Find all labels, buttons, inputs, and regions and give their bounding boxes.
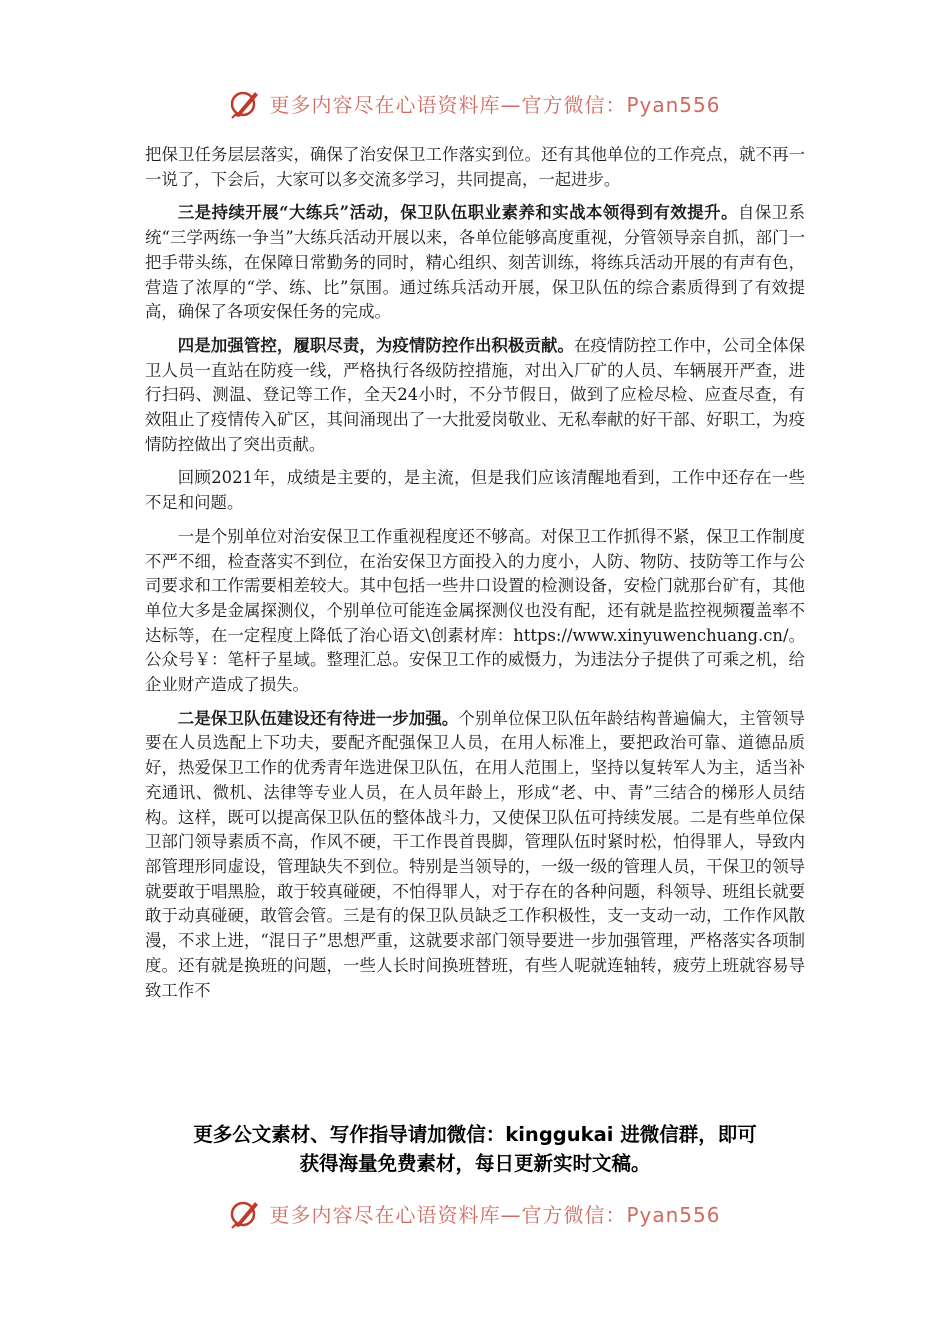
promo-line-1: 更多公文素材、写作指导请加微信：kinggukai 进微信群，即可: [193, 1123, 757, 1146]
paragraph-1: 把保卫任务层层落实，确保了治安保卫工作落实到位。还有其他单位的工作亮点，就不再一一说了，下会后，大家可以多交流多学习，共同提高，一起进步。: [145, 145, 805, 189]
quill-logo-icon: [229, 1196, 261, 1230]
header-banner-text: 更多内容尽在心语资料库—官方微信：Pyan556: [269, 92, 721, 117]
paragraph-2: [145, 201, 805, 325]
quill-logo-icon: [229, 86, 261, 120]
header-banner: [0, 80, 950, 126]
promo-line-2: 获得海量免费素材，每日更新实时文稿。: [299, 1152, 651, 1175]
paragraph-2-heading: 三是持续开展“大练兵”活动，保卫队伍职业素养和实战本领得到有效提升。: [177, 203, 738, 223]
paragraph-3: [145, 334, 805, 458]
document-body: [145, 143, 805, 1012]
paragraph-4: 回顾2021年，成绩是主要的，是主流，但是我们应该清醒地看到，工作中还存在一些不足和问题。: [145, 468, 805, 513]
footer-banner: [0, 1190, 950, 1236]
promo-notice: [0, 1120, 950, 1178]
paragraph-6-text: 个别单位保卫队伍年龄结构普遍偏大，主管领导要在人员选配上下功夫，要配齐配强保卫人员，在用人标准上，要把政治可靠、道德品质好，热爱保卫工作的优秀青年选进保卫队伍，在用人范围上，坚持以复转军人为主，适当补充通讯、微机、法律等专业人员，在人员年龄上，形成“老、中、青”三结合的梯形人员结构。这样，既可以提高保卫队伍的整体战斗力，又使保卫队伍可持续发展。二是有些单位保卫部门领导素质不高，作风不硬，干工作畏首畏脚，管理队伍时紧时松，怕得罪人，导致内部管理形同虚设，管理缺失不到位。特别是当领导的，一级一级的管理人员，干保卫的领导就要敢于唱黑脸，敢于较真碰硬，不怕得罪人，对于存在的各种问题，科领导、班组长就要敢于动真碰硬，敢管会管。三是有的保卫队员缺乏工作积极性，支一支动一动，工作作风散漫，不求上进，“混日子”思想严重，这就要求部门领导要进一步加强管理，严格落实各项制度。还有就是换班的问题，一些人长时间换班替班，有些人呢就连轴转，疲劳上班就容易导致工作不: [145, 708, 806, 1000]
paragraph-3-heading: 四是加强管控，履职尽责，为疫情防控作出积极贡献。: [177, 335, 574, 355]
paragraph-2-text: 自保卫系统“三学两练一争当”大练兵活动开展以来，各单位能够高度重视，分管领导亲自抓，部门一把手带头练，在保障日常勤务的同时，精心组织、刻苦训练，将练兵活动开展的有声有色，营造了浓厚的“学、练、比”氛围。通过练兵活动开展，保卫队伍的综合素质得到了有效提高，确保了各项安保任务的完成。: [145, 203, 805, 322]
paragraph-5: 一是个别单位对治安保卫工作重视程度还不够高。对保卫工作抓得不紧，保卫工作制度不严不细，检查落实不到位，在治安保卫方面投入的力度小，人防、物防、技防等工作与公司要求和工作需要相差较大。其中包括一些井口设置的检测设备，安检门就那台矿有，其他单位大多是金属探测仪，个别单位可能连金属探测仪也没有配，还有就是监控视频覆盖率不达标等，在一定程度上降低了治心语文\创素材库：https://www.xinyuwenchuang.cn/。公众号￥：笔杆子星域。整理汇总。安保卫工作的威慑力，为违法分子提供了可乘之机，给企业财产造成了损失。: [145, 526, 805, 695]
footer-banner-text: 更多内容尽在心语资料库—官方微信：Pyan556: [269, 1202, 721, 1227]
paragraph-6-heading: 二是保卫队伍建设还有待进一步加强。: [177, 708, 459, 728]
paragraph-3-text: 在疫情防控工作中，公司全体保卫人员一直站在防疫一线，严格执行各级防控措施，对出入厂矿的人员、车辆展开严查，进行扫码、测温、登记等工作，全天24小时，不分节假日，做到了应检尽检、应查尽查，有效阻止了疫情传入矿区，其间涌现出了一大批爱岗敬业、无私奉献的好干部、好职工，为疫情防控做出了突出贡献。: [145, 335, 805, 454]
paragraph-6: [145, 707, 805, 1003]
